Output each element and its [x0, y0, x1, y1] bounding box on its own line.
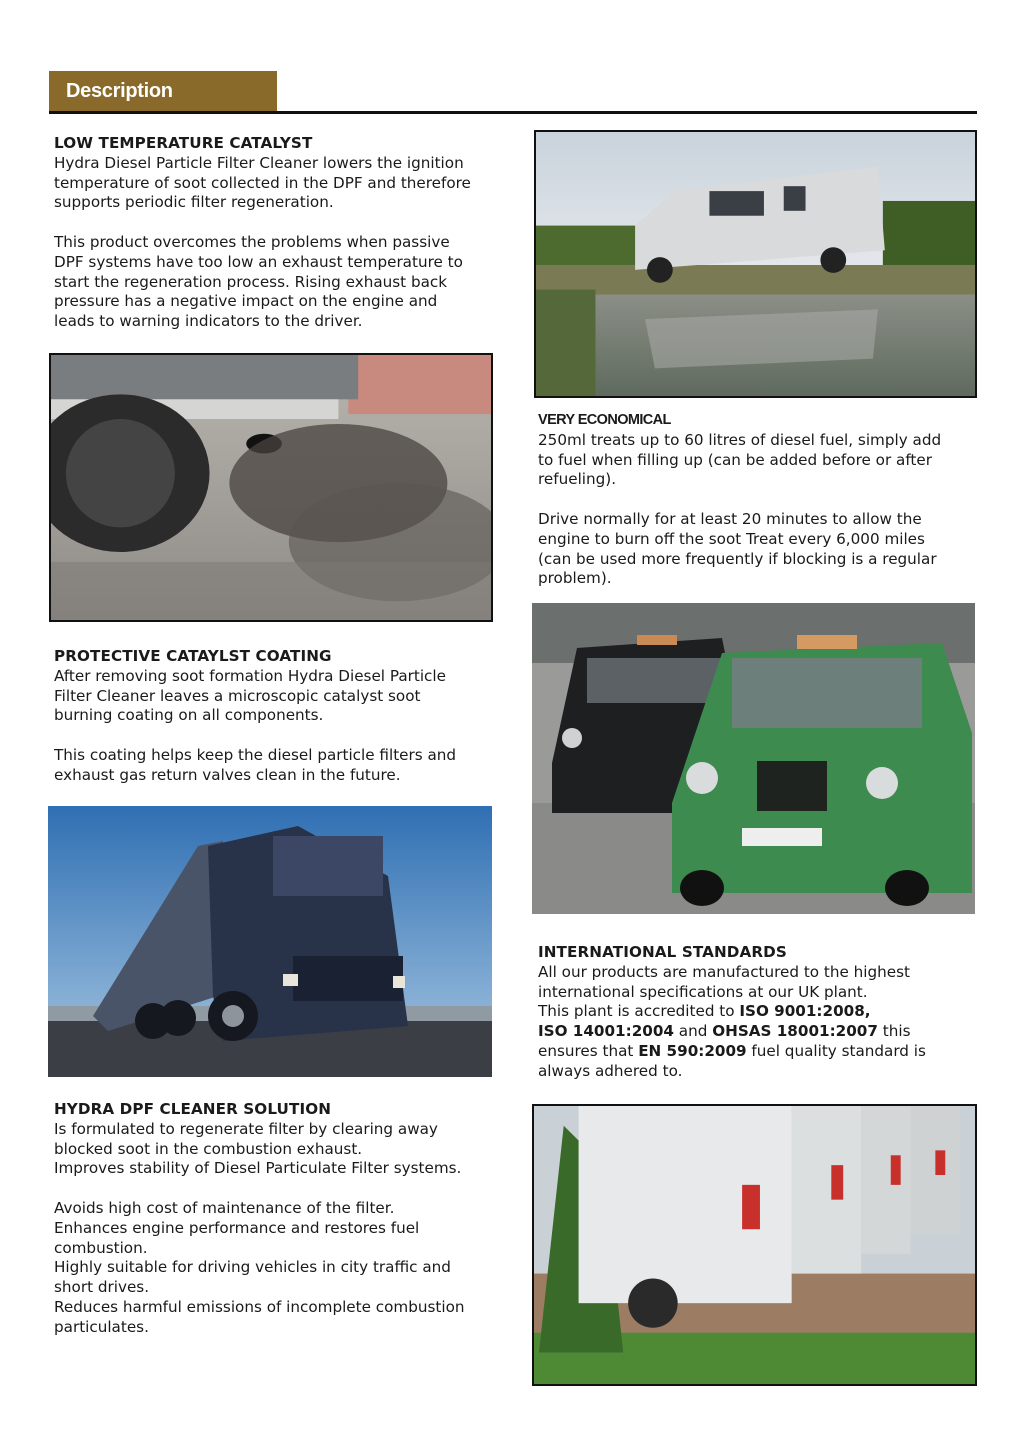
low-temp-text: leads to warning indicators to the driver.: [54, 312, 363, 331]
solution-text: Highly suitable for driving vehicles in city traffic and: [54, 1258, 451, 1277]
protective-text: This coating helps keep the diesel particle filters and: [54, 745, 457, 764]
iso-14001-label: ISO 14001:2004: [538, 1022, 674, 1041]
low-temp-text: Hydra Diesel Particle Filter Cleaner lowers the ignition: [54, 153, 464, 172]
solution-text: Avoids high cost of maintenance of the filter.: [54, 1198, 395, 1217]
standards-heading: INTERNATIONAL STANDARDS: [538, 943, 787, 961]
low-temp-heading: LOW TEMPERATURE CATALYST: [54, 134, 313, 152]
solution-text: Reduces harmful emissions of incomplete combustion: [54, 1297, 465, 1316]
standards-text: This plant is accredited to ISO 9001:2008,: [538, 1002, 871, 1021]
white-vans-photo: [532, 1104, 977, 1386]
economical-text: engine to burn off the soot Treat every 6,000 miles: [538, 529, 925, 548]
protective-text: exhaust gas return valves clean in the future.: [54, 765, 401, 784]
protective-text: Filter Cleaner leaves a microscopic catalyst soot: [54, 686, 421, 705]
london-taxis-photo: [532, 603, 975, 914]
iso-9001-label: ISO 9001:2008,: [739, 1002, 871, 1021]
standards-text: ISO 14001:2004 and OHSAS 18001:2007 this: [538, 1022, 911, 1041]
low-temp-text: This product overcomes the problems when passive: [54, 232, 450, 251]
protective-text: burning coating on all components.: [54, 706, 324, 725]
section-header-title: Description: [66, 80, 173, 102]
low-temp-text: DPF systems have too low an exhaust temperature to: [54, 252, 463, 271]
economical-text: refueling).: [538, 470, 617, 489]
solution-text: Is formulated to regenerate filter by clearing away: [54, 1119, 438, 1138]
economical-text: 250ml treats up to 60 litres of diesel fuel, simply add: [538, 430, 942, 449]
economical-text: problem).: [538, 569, 612, 588]
economical-heading: VERY ECONOMICAL: [538, 412, 671, 428]
low-temp-text: start the regeneration process. Rising exhaust back: [54, 272, 448, 291]
truck-photo: [48, 806, 492, 1077]
standards-text: ensures that EN 590:2009 fuel quality standard is: [538, 1041, 926, 1060]
section-header-description: [49, 71, 277, 113]
solution-text: blocked soot in the combustion exhaust.: [54, 1139, 363, 1158]
standards-section: [538, 943, 978, 1082]
standards-text: All our products are manufactured to the highest: [538, 962, 910, 981]
protective-heading: PROTECTIVE CATAYLST COATING: [54, 647, 332, 665]
ohsas-label: OHSAS 18001:2007: [712, 1022, 878, 1041]
solution-heading: HYDRA DPF CLEANER SOLUTION: [54, 1100, 332, 1118]
economical-text: Drive normally for at least 20 minutes to allow the: [538, 509, 922, 528]
low-temp-text: supports periodic filter regeneration.: [54, 193, 334, 212]
solution-text: Improves stability of Diesel Particulate Filter systems.: [54, 1159, 462, 1178]
standards-text: always adhered to.: [538, 1061, 683, 1080]
header-divider: [49, 111, 977, 114]
solution-text: particulates.: [54, 1317, 149, 1336]
solution-section: [54, 1100, 494, 1338]
campervan-photo: [534, 130, 977, 398]
low-temp-text: pressure has a negative impact on the engine and: [54, 292, 438, 311]
economical-section: [538, 411, 978, 589]
standards-text: international specifications at our UK plant.: [538, 982, 868, 1001]
low-temp-text: temperature of soot collected in the DPF and therefore: [54, 173, 471, 192]
exhaust-smoke-photo: [49, 353, 493, 622]
economical-text: (can be used more frequently if blocking is a regular: [538, 549, 937, 568]
protective-section: [54, 647, 494, 786]
low-temp-section: [54, 134, 494, 332]
en-590-label: EN 590:2009: [638, 1041, 747, 1060]
solution-text: Enhances engine performance and restores fuel: [54, 1218, 420, 1237]
protective-text: After removing soot formation Hydra Diesel Particle: [54, 666, 446, 685]
solution-text: short drives.: [54, 1278, 150, 1297]
solution-text: combustion.: [54, 1238, 148, 1257]
economical-text: to fuel when filling up (can be added before or after: [538, 450, 932, 469]
